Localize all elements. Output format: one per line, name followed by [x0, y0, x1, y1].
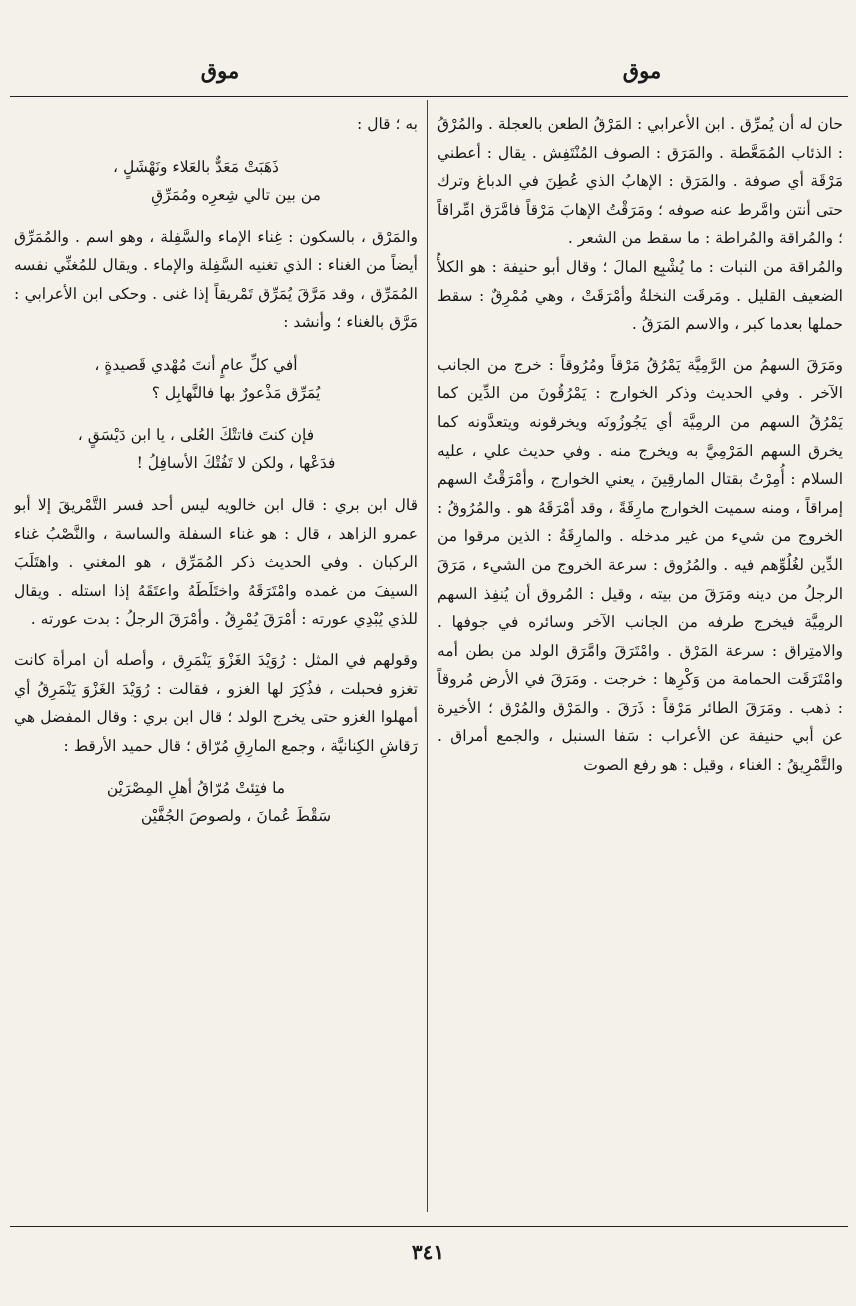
page-number: ٣٤١ — [411, 1240, 445, 1264]
verse-4 — [14, 774, 418, 830]
right-paragraph-3: ومَرَقَ السهمُ من الرَّمِيَّة يَمْرُقُ مَرْقاً ومُرُوقاً : خرج من الجانب الآخر . وفي الحديث وذكر الخوارج : يَمْرُقُونَ من الدِّين كما يَمْرُقُ السهم من الرمِيَّة أي يَجُوزُونَه ويخرقونه ويتعدَّونه كما يخرق السهم المَرْمِيَّ به ويخرج منه . وفي حديث علي ، عليه السلام : أُمِرْتُ بقتال المارقِينَ ، يعني الخوارج ، وأمْرَقْتُ السهم إمراقاً ، ومنه سميت الخوارج مارِقَةً ، وقد أمْرَقَهُ هو . والمُرُوقُ : الخروج من شيء من غير مدخله . والمارِقَةُ : الذين مرقوا من الدِّين لغُلُوِّهم فيه . والمُرُوق : سرعة الخروج من الشيء ، مَرَقَ الرجلُ من دينه ومَرَقَ من بيته ، وقيل : المُروق أن يُنفِذ السهم الرمِيَّة فيخرج طرفه من الجانب الآخر وسائره في جوفها . والامتِراق : سرعة المَرْق . وامْتَرَقَ وامَّرَق الولد من بطن أمه وامْتَرَقَت الحمامة من وَكْرِها : خرجت . ومَرَقَ في الأرض مُروقاً : ذهب . ومَرَقَ الطائر مَرْقاً : ذَرَقَ . والمَرْق والمُرْق ؛ الأخيرة عن أبي حنيفة عن الأعراب : سَفا السنبل ، والجمع أمراق . والتَّمْرِيقُ : الغناء ، وقيل : هو رفع الصوت — [437, 355, 843, 775]
left-paragraph-3: وقولهم في المثل : رُوَيْدَ الغَزْوَ يَنْمَرِق ، وأصله أن امرأة كانت تغزو فحبلت ، فذُكِرَ لها الغزو ، فقالت : رُوَيْدَ الغَزْوَ يَنْمَرِقُ أي أمهلوا الغزو حتى يخرج الولد ؛ قال ابن بري : وقال المفضل هي رَقاشِ الكِنانيَّة ، وجمع المارِقِ مُرّاق ؛ قال حميد الأرقط : — [14, 650, 418, 755]
column-divider — [427, 100, 428, 1212]
bottom-rule — [10, 1226, 848, 1227]
top-rule — [10, 96, 848, 97]
left-paragraph-2: قال ابن بري : قال ابن خالويه ليس أحد فسر التَّمْريقَ إلا أبو عمرو الزاهد ، قال : هو غناء السفلة والساسة ، والنَّصْبُ غناء الركبان . وفي الحديث ذكر المُمَرِّق ، هو المغني . واهتَلَبَ السيفَ من غمده وامْتَرَقَهُ واختَلَطَهُ واعتَقَهُ إذا استله . ويقال للذي يُبْدِي عورته : أمْرَقَ يُمْرِقُ . وأمْرَقَ الرجلُ : بدت عورته . — [14, 495, 418, 629]
right-paragraph-2: والمُراقة من النبات : ما يُشْبِع المالَ ؛ وقال أبو حنيفة : هو الكلأُ الضعيف القليل . ومَرقَت النخلةُ وأمْرَقَتْ ، وهي مُمْرِقٌ : سقط حملها بعدما كبر ، والاسم المَرَقُ . — [437, 257, 843, 334]
right-paragraph-1: حان له أن يُمرِّق . ابن الأعرابي : المَرْقُ الطعن بالعجلة . والمُرْقُ : الذئاب المُمَعَّطة . والمَرَق : الصوف المُنْتَفِش . يقال : أعطني مَرْقَة أي صوفة . والمَرَق : الإهابُ الذي عُطِنَ في الدباغ وترك حتى أنتن وامَّرط عنه صوفه ؛ ومَرَقْتُ الإهابَ مَرْقاً فامَّرَق امِّراقاً ؛ والمُراقة والمُراطة : ما سقط من الشعر . — [437, 115, 843, 248]
verse-1-line-2: من بين تالي شِعرِه ومُمَرِّقِ — [151, 185, 321, 204]
verse-4-line-2: سَقْطَ عُمانَ ، ولصوصَ الجُفَّيْن — [140, 807, 332, 826]
verse-2-line-1: أفي كلِّ عامٍ أنتَ مُهْدي قَصيدةٍ ، — [94, 355, 298, 374]
verse-3 — [14, 421, 418, 477]
verse-3-line-2: فدَعْها ، ولكن لا تَفُتْكَ الأسافِلُ ! — [136, 453, 336, 472]
right-column — [437, 110, 843, 1214]
verse-1-line-1: ذَهَبَتْ مَعَدٌّ بالعَلاء ونَهْشَلٍ ، — [113, 157, 279, 176]
header-word-left: موق — [200, 58, 240, 83]
left-column — [14, 110, 418, 1214]
verse-2 — [14, 351, 418, 407]
left-intro: به ؛ قال : — [357, 115, 418, 133]
header-word-right: موق — [622, 58, 662, 83]
verse-2-line-2: يُمَرِّق مَذْعورٌ بها فالنَّهابِل ؟ — [151, 383, 321, 402]
verse-3-line-1: فإن كنتَ فاتتْكَ العُلى ، يا ابن دَيْسَقٍ ، — [77, 425, 315, 444]
verse-4-line-1: ما فتِئتْ مُرّاقُ أهلِ المِصْرَيْن — [106, 779, 286, 798]
left-paragraph-1: والمَرْق ، بالسكون : غِناء الإماء والسَّفِلة ، وهو اسم . والمُمَرِّق أيضاً من الغناء : الذي تغنيه السَّفِلة والإماء . ويقال للمُغنِّي نفسه المُمَرِّق ، وقد مَرَّقَ يُمَرِّق تَمْريقاً إذا غنى . وحكى ابن الأعرابي : مَرَّق بالغناء ؛ وأنشد : — [14, 227, 418, 332]
verse-1 — [14, 153, 418, 209]
